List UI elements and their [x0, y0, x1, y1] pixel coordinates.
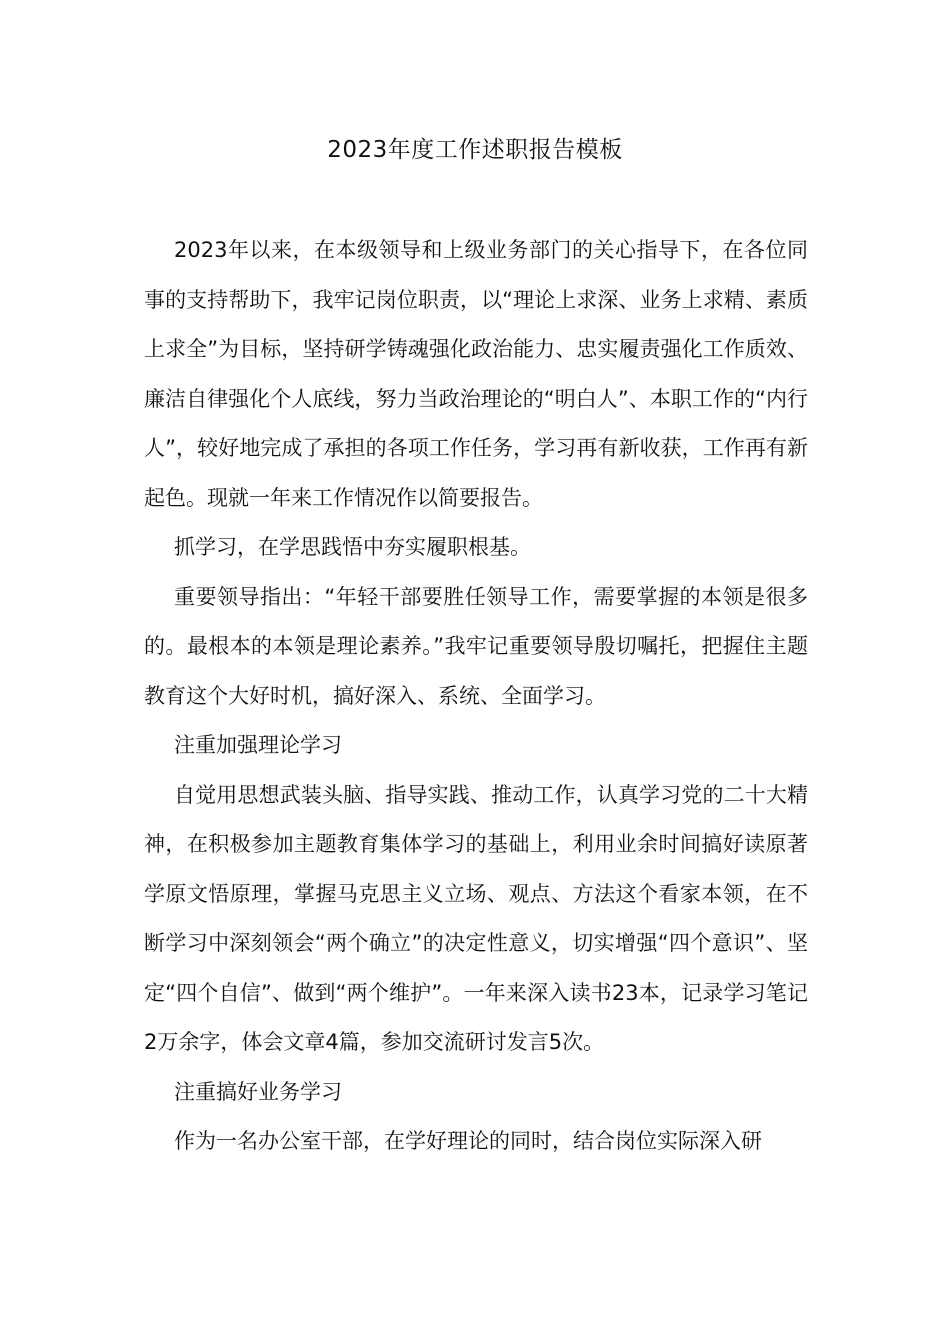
paragraph-business-study: 作为一名办公室干部，在学好理论的同时，结合岗位实际深入研: [174, 1129, 762, 1153]
document-body: [144, 226, 808, 1167]
section-heading-study: 抓学习，在学思践悟中夯实履职根基。: [174, 535, 531, 559]
subheading-business-study: 注重搞好业务学习: [174, 1079, 342, 1104]
paragraph-intro: 2023年以来，在本级领导和上级业务部门的关心指导下，在各位同事的支持帮助下，我牢记岗位职责，以“理论上求深、业务上求精、素质上求全”为目标，坚持研学铸魂强化政治能力、忠实履责强化工作质效、廉洁自律强化个人底线，努力当政治理论的“明白人”、本职工作的“内行人”，较好地完成了承担的各项工作任务，学习再有新收获，工作再有新起色。现就一年来工作情况作以简要报告。: [144, 238, 808, 510]
document-title: 2023年度工作述职报告模板: [327, 137, 623, 163]
paragraph-theory-study: 自觉用思想武装头脑、指导实践、推动工作，认真学习党的二十大精神，在积极参加主题教育集体学习的基础上，利用业余时间搞好读原著学原文悟原理，掌握马克思主义立场、观点、方法这个看家本领，在不断学习中深刻领会“两个确立”的决定性意义，切实增强“四个意识”、坚定“四个自信”、做到“两个维护”。一年来深入读书23本，记录学习笔记2万余字，体会文章4篇，参加交流研讨发言5次。: [144, 782, 808, 1054]
paragraph-quote: 重要领导指出：“年轻干部要胜任领导工作，需要掌握的本领是很多的。最根本的本领是理论素养。”我牢记重要领导殷切嘱托，把握住主题教育这个大好时机，搞好深入、系统、全面学习。: [144, 584, 808, 708]
subheading-theory-study: 注重加强理论学习: [174, 733, 342, 757]
